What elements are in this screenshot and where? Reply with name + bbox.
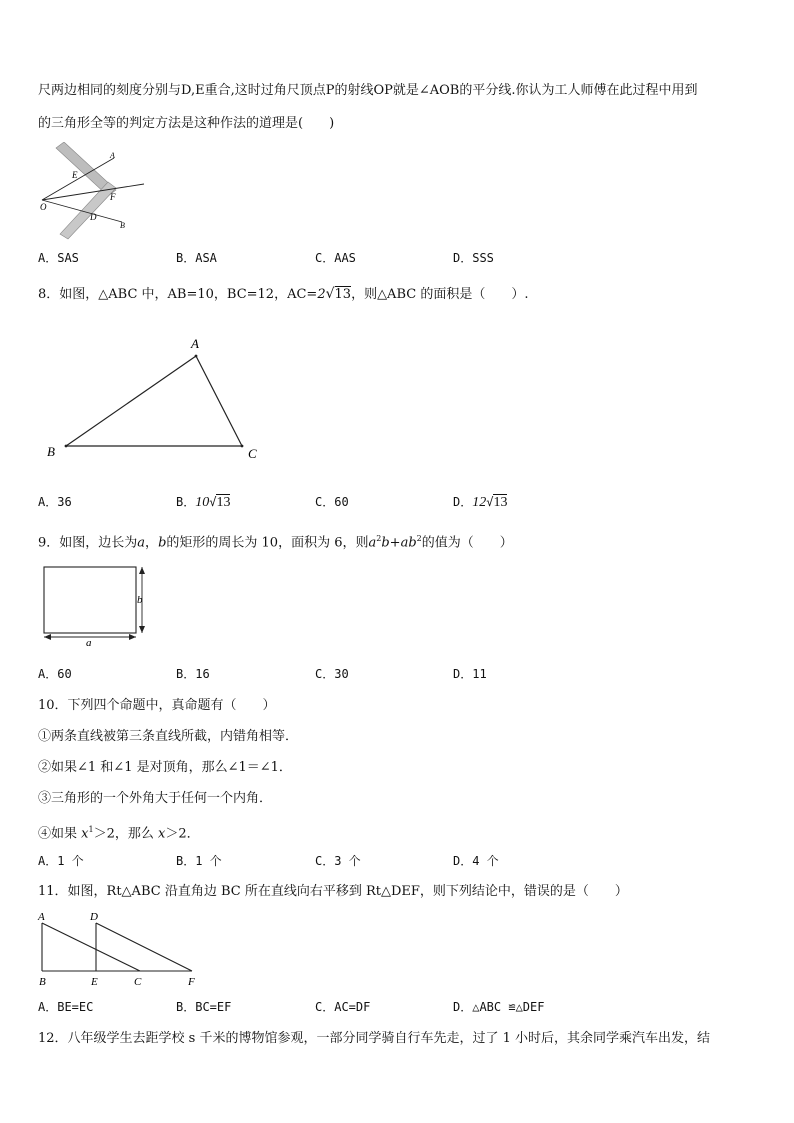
side-df: [96, 923, 192, 971]
q8-stem-after: ，则△ABC 的面积是（ ）.: [351, 287, 529, 302]
q10-item4-sup: 1: [88, 825, 94, 834]
q9-expr-b: b: [381, 535, 390, 551]
vertex-b: [65, 445, 68, 448]
q10-option-a[interactable]: A．1 个: [38, 854, 84, 868]
vertex-a: [195, 355, 198, 358]
q8-option-b-radicand: 13: [216, 495, 231, 510]
q9-mid: 的矩形的周长为 10，面积为 6，则: [166, 535, 369, 551]
q9-plus: +: [389, 535, 401, 551]
q8-option-b[interactable]: [176, 493, 230, 511]
label-b: b: [137, 594, 143, 606]
q10-item-2: ②如果∠1 和∠1 是对顶角，那么∠1＝∠1．: [38, 760, 292, 775]
arrow-right-icon: [129, 634, 136, 640]
arrow-down-icon: [139, 626, 145, 633]
rectangle: [44, 567, 136, 633]
q7-option-d[interactable]: D．SSS: [453, 251, 494, 265]
label-C: C: [248, 446, 257, 461]
q10-item4-post: ＞2．: [165, 826, 200, 842]
sqrt-symbol: √: [325, 286, 335, 302]
q9-comma: ，: [145, 535, 159, 551]
q8-stem-before: 8．如图，△ABC 中，AB=10，BC=12，AC=: [38, 287, 318, 302]
q9-option-a[interactable]: A．60: [38, 667, 72, 681]
q9-var-b: b: [158, 535, 167, 551]
q7-text-line1: 尺两边相同的刻度分别与D,E重合,这时过角尺顶点P的射线OP就是∠AOB的平分线.你认为工人师傅在此过程中用到: [38, 83, 698, 98]
ruler-lower: [60, 182, 116, 239]
label-D: D: [90, 911, 98, 923]
label-A: A: [110, 151, 115, 160]
q10-stem: 10．下列四个命题中，真命题有（ ）: [38, 698, 276, 713]
q9-expr-sup2: 2: [416, 534, 422, 543]
q11-translation-figure: [36, 909, 202, 989]
q8-coef: 2: [317, 287, 326, 302]
q10-item4-mid: ＞2，那么: [93, 826, 158, 842]
label-C: C: [134, 976, 142, 988]
q9-expr-sup1: 2: [376, 534, 382, 543]
q9-expr-ab: ab: [400, 535, 417, 551]
q9-post: 的值为（ ）: [421, 535, 513, 551]
q9-pre: 9．如图，边长为: [38, 535, 138, 551]
q8-option-d-coef: 12: [472, 495, 487, 510]
label-A: A: [191, 336, 199, 351]
q11-stem: 11．如图，Rt△ABC 沿直角边 BC 所在直线向右平移到 Rt△DEF，则下列结论中，错误的是（ ）: [38, 884, 628, 899]
sqrt-symbol: √: [486, 495, 494, 509]
label-O: O: [40, 202, 47, 212]
q12-stem: 12．八年级学生去距学校 s 千米的博物馆参观，一部分同学骑自行车先走，过了 1 小时后，其余同学乘汽车出发，结: [38, 1031, 711, 1046]
arrow-left-icon: [44, 634, 51, 640]
q8-option-b-coef: 10: [195, 495, 210, 510]
q8-option-d-label: D．: [453, 495, 473, 509]
q10-option-b[interactable]: B．1 个: [176, 854, 222, 868]
q8-option-c[interactable]: C．60: [315, 495, 349, 509]
label-B: B: [47, 444, 55, 459]
arrow-up-icon: [139, 567, 145, 574]
q10-item4-x2: x: [157, 826, 166, 842]
q10-item-1: ①两条直线被第三条直线所截，内错角相等．: [38, 729, 299, 744]
label-F: F: [188, 976, 195, 988]
label-E: E: [91, 976, 98, 988]
q8-option-d[interactable]: [453, 493, 507, 511]
q9-options: [38, 665, 758, 683]
q9-stem: [38, 530, 513, 552]
q8-stem: [38, 285, 528, 304]
vertex-c: [241, 445, 244, 448]
q10-item-3: ③三角形的一个外角大于任何一个内角．: [38, 791, 273, 806]
q9-rectangle-figure: [38, 562, 158, 646]
label-D: D: [90, 212, 97, 222]
q10-item-4: [38, 821, 200, 843]
side-ac: [42, 923, 140, 971]
q10-option-d[interactable]: D．4 个: [453, 854, 499, 868]
q8-options: [38, 493, 758, 511]
label-F: F: [110, 192, 116, 202]
q7-options: [38, 249, 758, 267]
q9-option-d[interactable]: D．11: [453, 667, 487, 681]
q11-option-a[interactable]: A．BE=EC: [38, 1000, 94, 1014]
q9-option-b[interactable]: B．16: [176, 667, 210, 681]
side-ac: [196, 356, 242, 446]
q9-var-a: a: [137, 535, 146, 551]
q10-item4-pre: ④如果: [38, 826, 82, 842]
q11-options: [38, 998, 758, 1016]
label-B: B: [120, 221, 125, 230]
q10-item4-x: x: [81, 826, 89, 842]
q7-option-a[interactable]: A．SAS: [38, 251, 79, 265]
q9-expr-a: a: [368, 535, 377, 551]
q8-option-a[interactable]: A．36: [38, 495, 72, 509]
label-A: A: [38, 911, 45, 923]
q10-option-c[interactable]: C．3 个: [315, 854, 361, 868]
label-a: a: [86, 637, 92, 646]
label-B: B: [39, 976, 46, 988]
q10-options: [38, 852, 758, 870]
q8-option-b-label: B．: [176, 495, 196, 509]
q11-option-d[interactable]: D．△ABC ≌△DEF: [453, 1000, 545, 1014]
label-E: E: [72, 170, 78, 180]
q8-radicand: 13: [334, 287, 352, 302]
side-ab: [66, 356, 196, 446]
q8-triangle-figure: [38, 332, 278, 464]
q7-text-line2: 的三角形全等的判定方法是这种作法的道理是( ): [38, 116, 335, 131]
q7-option-b[interactable]: B．ASA: [176, 251, 217, 265]
q11-option-c[interactable]: C．AC=DF: [315, 1000, 371, 1014]
q7-option-c[interactable]: C．AAS: [315, 251, 356, 265]
ray-op: [42, 184, 144, 200]
q7-figure: [38, 142, 148, 240]
sqrt-symbol: √: [209, 495, 217, 509]
q11-option-b[interactable]: B．BC=EF: [176, 1000, 232, 1014]
q9-option-c[interactable]: C．30: [315, 667, 349, 681]
q8-option-d-radicand: 13: [493, 495, 508, 510]
